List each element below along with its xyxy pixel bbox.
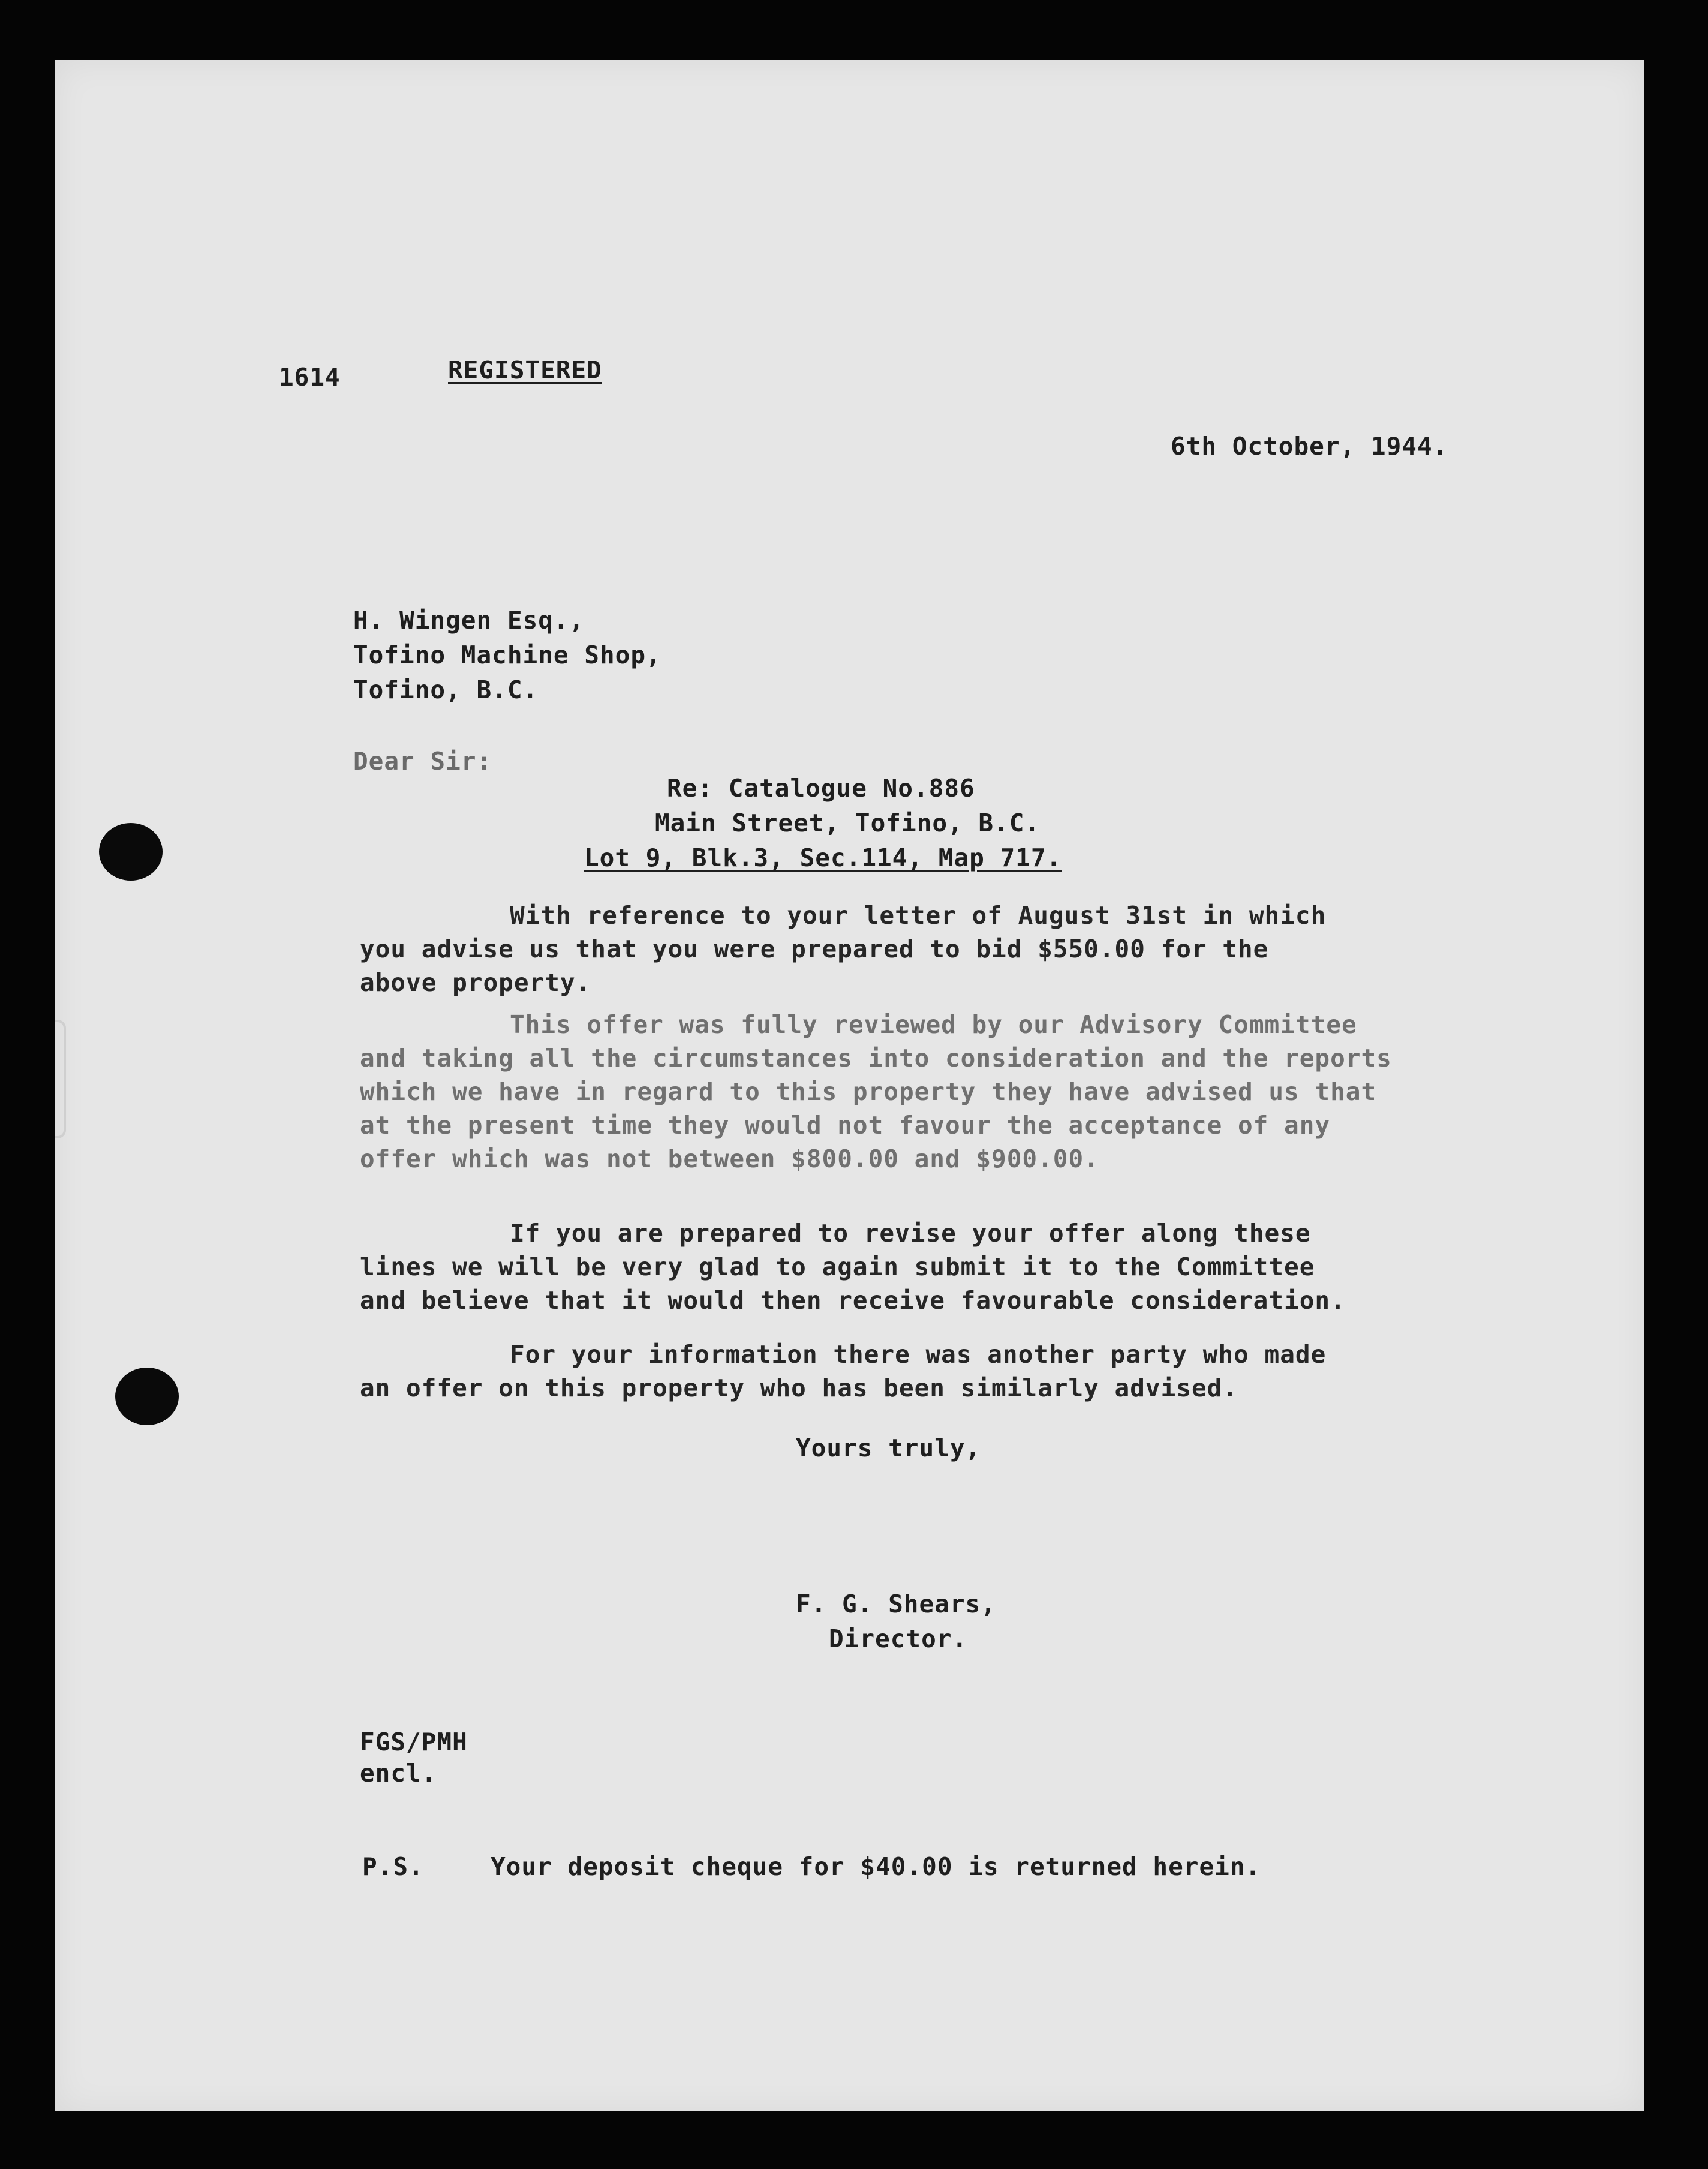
signatory-name: F. G. Shears, — [796, 1590, 996, 1618]
paragraph-2 — [360, 1008, 1392, 1176]
paragraph-1-line-1: With reference to your letter of August 31st in which — [510, 901, 1327, 930]
re-line-3: Lot 9, Blk.3, Sec.114, Map 717. — [584, 843, 1062, 872]
paragraph-3-line-2: lines we will be very glad to again submit it to the Committee — [360, 1252, 1315, 1281]
typist-initials: FGS/PMH — [360, 1728, 468, 1756]
paragraph-2-line-4: at the present time they would not favour the acceptance of any — [360, 1111, 1331, 1140]
addressee-line-2: Tofino Machine Shop, — [353, 641, 661, 669]
letter-date: 6th October, 1944. — [1171, 432, 1448, 461]
registered-label: REGISTERED — [448, 356, 602, 384]
punch-hole-bottom — [115, 1368, 179, 1425]
paragraph-1 — [360, 899, 1326, 999]
paragraph-4 — [360, 1338, 1326, 1405]
ps-text: Your deposit cheque for $40.00 is returned herein. — [491, 1852, 1261, 1881]
paragraph-3 — [360, 1216, 1346, 1317]
paragraph-2-line-5: offer which was not between $800.00 and $900.00. — [360, 1144, 1099, 1173]
addressee-line-1: H. Wingen Esq., — [353, 606, 585, 635]
re-line-2: Main Street, Tofino, B.C. — [655, 809, 1041, 837]
paragraph-3-line-1: If you are prepared to revise your offer along these — [510, 1219, 1311, 1248]
paragraph-3-line-3: and believe that it would then receive favourable consideration. — [360, 1286, 1346, 1315]
addressee-line-3: Tofino, B.C. — [353, 675, 539, 704]
signatory-title: Director. — [829, 1624, 968, 1653]
paragraph-2-line-3: which we have in regard to this property they have advised us that — [360, 1077, 1377, 1106]
salutation: Dear Sir: — [353, 747, 492, 776]
paragraph-1-line-2: you advise us that you were prepared to bid $550.00 for the — [360, 935, 1269, 963]
paragraph-2-line-1: This offer was fully reviewed by our Advisory Committee — [510, 1010, 1357, 1039]
letter-page — [55, 60, 1644, 2111]
page-edge-tab — [55, 1020, 66, 1138]
punch-hole-top — [99, 823, 163, 881]
enclosure-note: encl. — [360, 1759, 437, 1788]
ps-label: P.S. — [362, 1852, 424, 1881]
re-line-1: Re: Catalogue No.886 — [667, 774, 975, 803]
paragraph-4-line-2: an offer on this property who has been similarly advised. — [360, 1374, 1238, 1402]
paragraph-2-line-2: and taking all the circumstances into consideration and the reports — [360, 1044, 1392, 1073]
paragraph-4-line-1: For your information there was another party who made — [510, 1340, 1327, 1369]
paragraph-1-line-3: above property. — [360, 968, 591, 997]
closing: Yours truly, — [796, 1434, 981, 1462]
file-number: 1614 — [279, 363, 341, 392]
